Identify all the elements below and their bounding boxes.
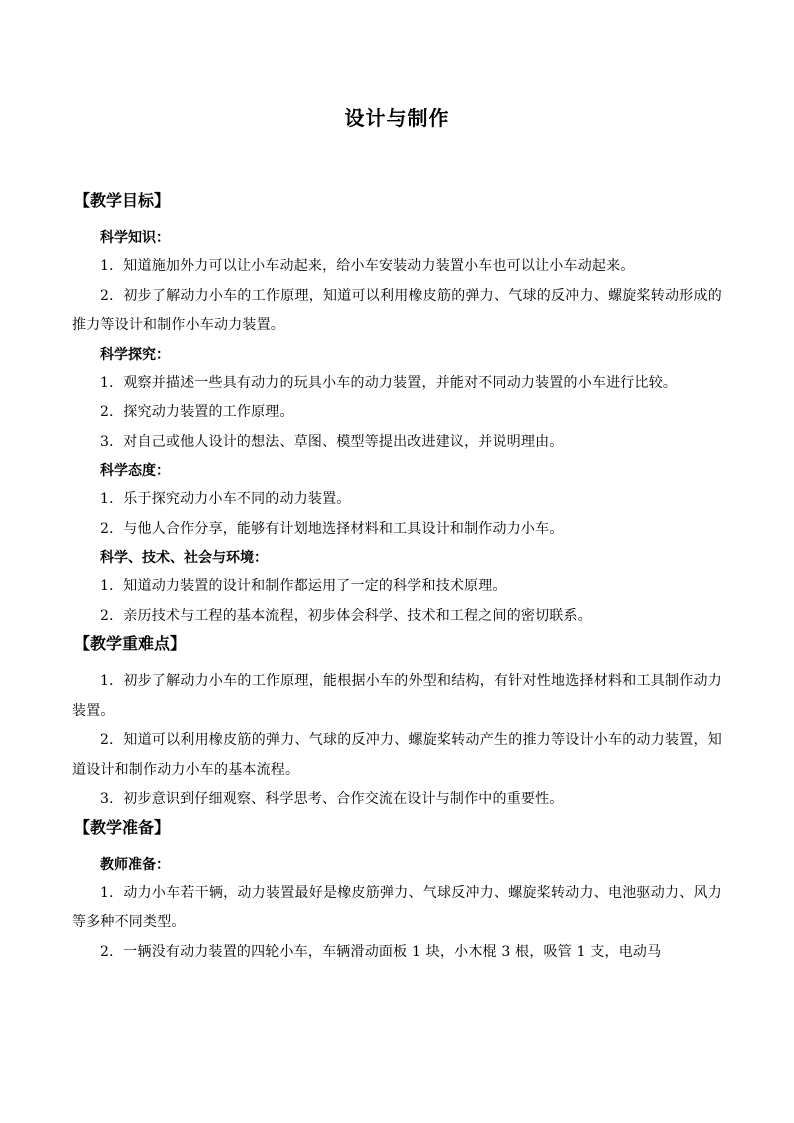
- list-item: 2．一辆没有动力装置的四轮小车，车辆滑动面板 1 块，小木棍 3 根，吸管 1 支，电动马: [100, 943, 662, 960]
- subheading-teacher: 教师准备：: [100, 856, 170, 873]
- section-heading-key-points: 【教学重难点】: [74, 634, 187, 653]
- list-item: 2．知道可以利用橡皮筋的弹力、气球的反冲力、螺旋桨转动产生的推力等设计小车的动力装置，知道设计和制作动力小车的基本流程。: [72, 732, 722, 778]
- subheading-knowledge: 科学知识：: [100, 230, 170, 246]
- list-item: 1．动力小车若干辆，动力装置最好是橡皮筋弹力、气球反冲力、螺旋桨转动力、电池驱动力、风力等多种不同类型。: [72, 884, 722, 930]
- list-item: 2．探究动力装置的工作原理。: [100, 404, 294, 420]
- subheading-inquiry: 科学探究：: [100, 346, 170, 363]
- document-body: [72, 188, 722, 967]
- list-item: 3．对自己或他人设计的想法、草图、模型等提出改进建议，并说明理由。: [100, 433, 564, 450]
- list-item: 2．初步了解动力小车的工作原理，知道可以利用橡皮筋的弹力、气球的反冲力、螺旋桨转动形成的推力等设计和制作小车动力装置。: [72, 287, 722, 333]
- list-item: 1．初步了解动力小车的工作原理，能根据小车的外型和结构，有针对性地选择材料和工具制作动力装置。: [72, 673, 722, 719]
- list-item: 2．亲历技术与工程的基本流程，初步体会科学、技术和工程之间的密切联系。: [100, 607, 592, 624]
- subheading-society: 科学、技术、社会与环境：: [100, 550, 268, 566]
- list-item: 1．观察并描述一些具有动力的玩具小车的动力装置，并能对不同动力装置的小车进行比较。: [100, 374, 678, 391]
- list-item: 3．初步意识到仔细观察、科学思考、合作交流在设计与制作中的重要性。: [100, 791, 564, 807]
- list-item: 1．知道施加外力可以让小车动起来，给小车安装动力装置小车也可以让小车动起来。: [100, 258, 635, 274]
- subheading-attitude: 科学态度：: [100, 463, 170, 479]
- list-item: 2．与他人合作分享，能够有计划地选择材料和工具设计和制作动力小车。: [100, 520, 564, 537]
- list-item: 1．知道动力装置的设计和制作都运用了一定的科学和技术原理。: [100, 578, 507, 594]
- page-title: 设计与制作: [344, 106, 450, 130]
- list-item: 1．乐于探究动力小车不同的动力装置。: [100, 491, 351, 507]
- section-heading-preparation: 【教学准备】: [74, 817, 171, 837]
- section-heading-goals: 【教学目标】: [74, 191, 171, 210]
